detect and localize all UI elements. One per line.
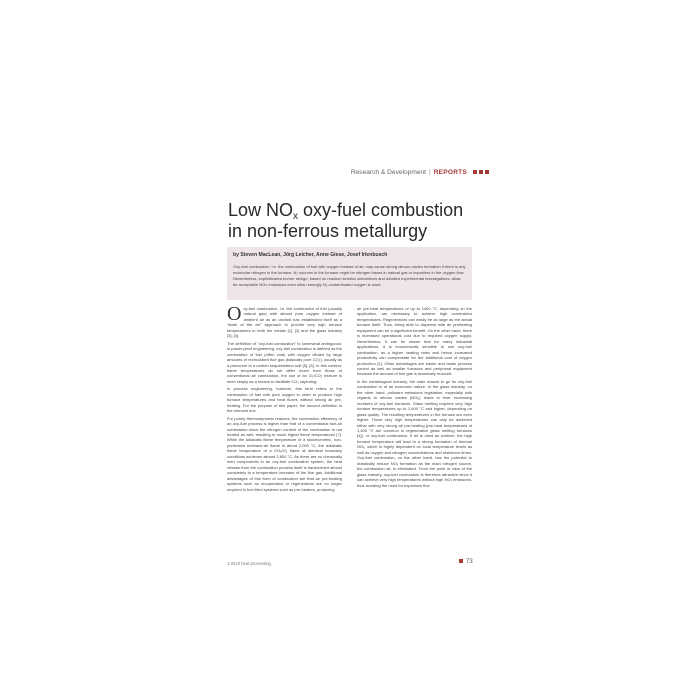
footer-issue: 1-2010 heat processing [227, 561, 271, 566]
paragraph: The definition of "oxy-fuel combustion" is somewhat ambiguous: in power plant engineering, oxy-fuel combustion is defined as the combustion of fuel (often coal) with oxygen diluted by large amounts of recirculated flue gas (basically pure CO₂), usually as a precursor to a carbon sequestration unit [5], [6]. In this context, flame temperatures do not differ much from those of conventional air combustion, the use of an O₂/CO₂ mixture is seen simply as a means to facilitate CO₂ capturing. [227, 340, 342, 384]
paragraph-text: xy-fuel combustion, i.e. the combustion of fuel (usually natural gas) with almost pure oxygen instead of ambient air as an oxidant has established itself as a "state of the art" approach to provide very high furnace temperatures in both the metals [1], [2] and the glass industry [3], [4]. [227, 306, 342, 339]
header-category: Research & Development [350, 169, 426, 176]
drop-cap: O [227, 303, 242, 325]
square-icon [485, 170, 489, 174]
paragraph: In process engineering, however, this term refers to the combustion of fuel with pure oxygen in order to produce high furnace temperatures and heat fluxes without strong air pre-heating. For the purpose of this paper, the second definition is the relevant one. [227, 386, 342, 414]
square-icon [459, 559, 463, 563]
header-separator: | [429, 169, 431, 176]
header-section: REPORTS [433, 169, 467, 176]
square-icon [473, 170, 477, 174]
square-icon [479, 170, 483, 174]
title-line1-suffix: oxy-fuel combustion [298, 200, 464, 220]
paragraph [227, 303, 342, 339]
header-squares [471, 169, 489, 176]
paragraph: In the metallurgical industry, the main reason to go for oxy-fuel combustion is of an economic nature. In the glass industry, on the other hand, pollutant emissions legislation, especially with regards to nitrous oxides (NOₓ), leads to ever increasing numbers of oxy-fuel furnaces. Glass melting requires very high furnace temperatures up to 1,600 °C and higher, depending on glass quality. The resulting temperatures in the furnace are even higher. These very high temperatures can only be achieved either with very strong air pre-heating (pre-heat temperatures of 1,400 °C are common in regenerative glass melting furnaces [4]), or oxy-fuel combustion. If air is used as oxidizer, the high furnace temperature will lead to a strong formation of thermal NOₓ, which is highly dependent on local temperature levels as well as oxygen and nitrogen concentrations and residence times. Oxy-fuel combustion, on the other hand, has the potential to drastically reduce NOₓ formation as the main nitrogen source, the combustion air, is eliminated. From the point of view of the glass industry, oxy-fuel combustion is therefore attractive since it can achieve very high temperatures without high NOₓ emissions, thus avoiding the need for expensive flue [357, 378, 472, 488]
abstract-text: Oxy-fuel combustion, i.e. the combustion of fuel with oxygen instead of air, may cause strong nitrous oxides formation if there is any molecular nitrogen in the furnace. N₂ sources in the furnace might be nitrogen traces in natural gas or impurities in the oxygen flow. Nevertheless, sophisticated burner design, based on reaction kinetics simulations and detailed experimental investigations, allow for acceptable NOx emissions even when strongly N₂-contaminated oxygen is used. [233, 264, 466, 288]
title-line2: in non-ferrous metallurgy [228, 221, 428, 241]
footer-page [459, 559, 473, 565]
running-header [351, 169, 489, 176]
title-line1-prefix: Low NO [228, 200, 294, 220]
paragraph: For purely thermodynamic reasons, the combustion efficiency of an oxy-fuel process is higher than that of a conventional fuel-air combustion since the nitrogen content of the combustion is not heated as well, resulting in much higher flame temperatures [7]. While the adiabatic flame temperature of a stoichiometric, non-preheated methane-air flame is about 2,000 °C, the adiabatic flame temperature of a CH₄/O₂ flame at identical boundary conditions achieves almost 2,800 °C. As there are no chemically inert components in an oxy-fuel combustion system, the heat release from the combustion process itself is transformed almost completely to a temperature increase of the flue gas. Additional advantages of this form of combustion are that air pre-heating systems such as recuperators or regenerators are no longer required in fuel-fired systems such as pre-heaters, producing [227, 415, 342, 492]
abstract-box [227, 247, 472, 300]
body-column-right [357, 306, 472, 490]
body-column-left [227, 303, 342, 494]
page-number: 73 [466, 559, 473, 565]
author-line: by Steven MacLean, Jörg Leicher, Anne Giese, Josef Irlenbusch [233, 252, 388, 258]
title-subscript: x [293, 211, 299, 222]
paragraph: air pre-heat temperatures of up to 1400 °C, depending on the application, are necessary to achieve high combustion temperatures. Regenerators can easily be as large as the actual furnace itself. Thus, being able to dispense with air preheating equipment can be a significant benefit. On the other hand, there is increased operational cost due to required oxygen supply. Nevertheless, it can be shown that for many industrial applications, it is economically sensible to use oxy-fuel combustion, as a higher heating rates and hence increased productivity can compensate for the additional cost of oxygen production [1]. Other advantages are easier and faster process control as well as smaller furnaces and peripheral equipment because the amount of flue gas is drastically reduced. [357, 306, 472, 377]
article-title [228, 200, 528, 242]
